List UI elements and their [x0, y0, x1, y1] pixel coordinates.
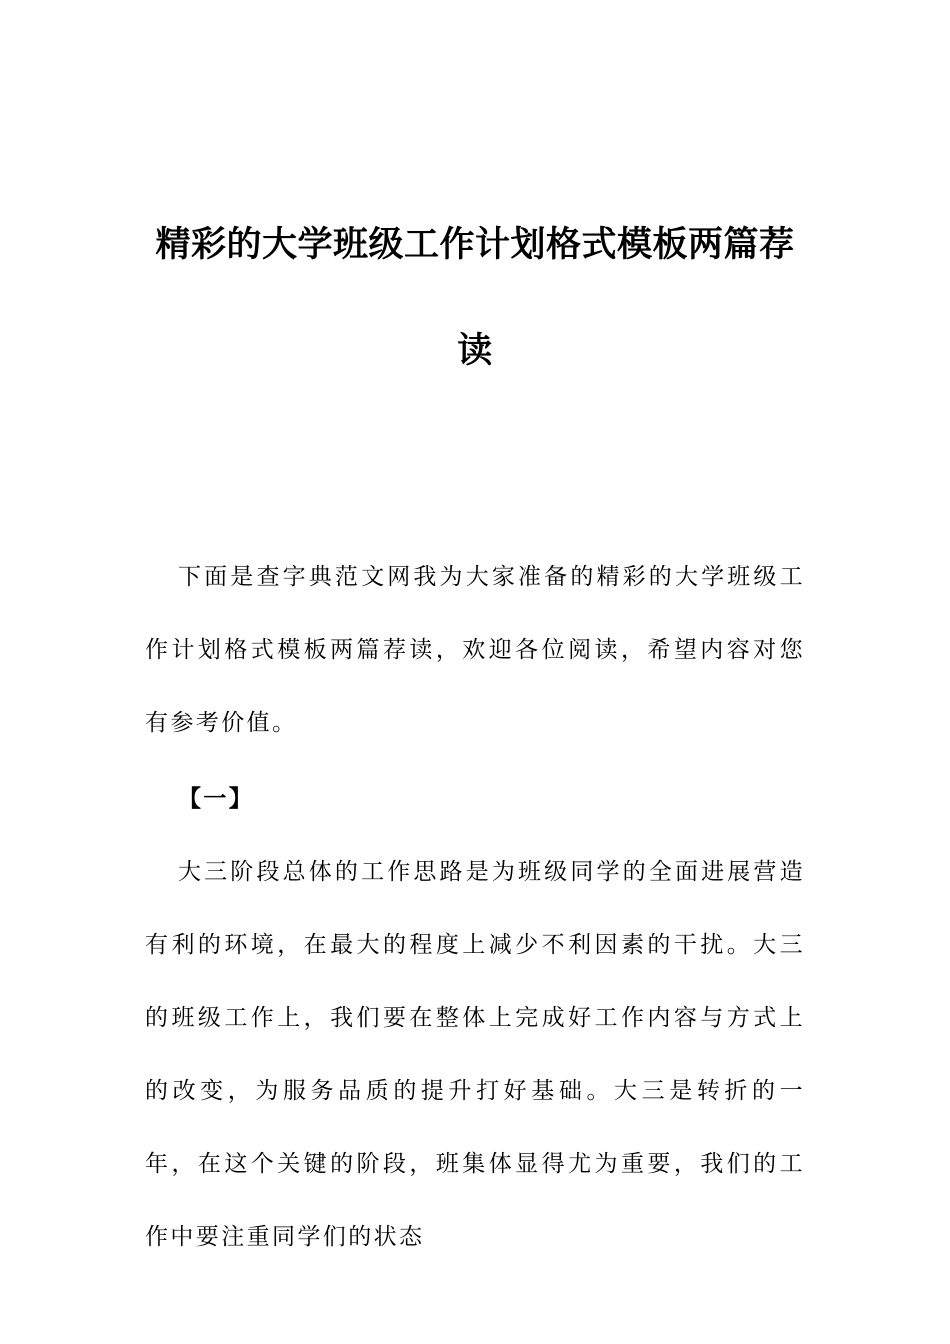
intro-paragraph: 下面是查字典范文网我为大家准备的精彩的大学班级工作计划格式模板两篇荐读，欢迎各位阅读，希望内容对您有参考价值。 [145, 564, 805, 736]
section-heading: 【一】 [178, 785, 255, 812]
body-paragraph: 大三阶段总体的工作思路是为班级同学的全面进展营造有利的环境，在最大的程度上减少不利因素的干扰。大三的班级工作上，我们要在整体上完成好工作内容与方式上的改变，为服务品质的提升打好基础。大三是转折的一年，在这个关键的阶段，班集体显得尤为重要，我们的工作中要注重同学们的状态 [145, 859, 805, 1250]
document-title: 精彩的大学班级工作计划格式模板两篇荐读 [155, 225, 795, 371]
